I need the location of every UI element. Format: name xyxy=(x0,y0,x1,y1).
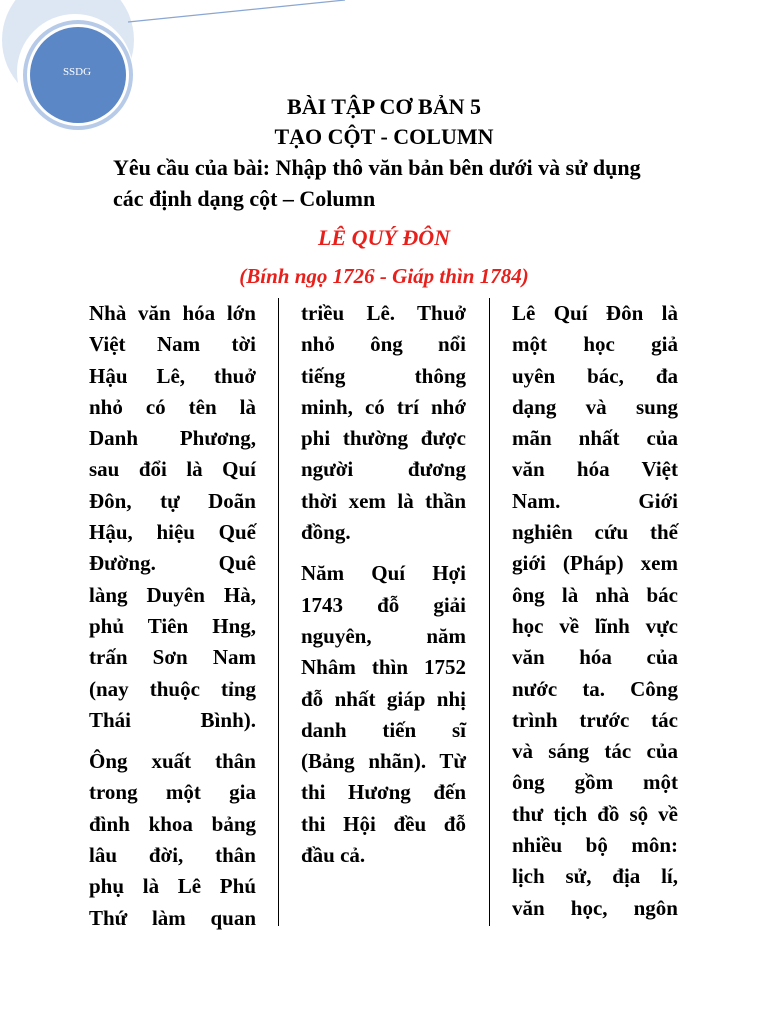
text-line: Năm Quí Hợi xyxy=(301,561,466,586)
text-line: thi Hội đều đỗ xyxy=(301,811,466,836)
text-line: Hậu Lê, thuở xyxy=(89,363,256,388)
text-line: trình trước tác xyxy=(512,707,678,732)
text-line: Danh Phương, xyxy=(89,426,256,451)
text-line: tiếng thông xyxy=(301,363,466,388)
text-line: nhỏ ông nổi xyxy=(301,332,466,357)
page-subtitle: TẠO CỘT - COLUMN xyxy=(274,124,494,149)
text-line: danh tiến sĩ xyxy=(301,717,466,742)
text-line: nhỏ có tên là xyxy=(89,394,256,419)
text-column-2 xyxy=(301,298,466,881)
text-line: Lê Quí Đôn là xyxy=(512,301,678,325)
column-divider xyxy=(489,298,490,926)
text-line: phủ Tiên Hng, xyxy=(89,613,256,638)
text-line: thư tịch đồ sộ về xyxy=(512,801,678,826)
text-line: Thái Bình). xyxy=(89,707,256,732)
text-line: Hậu, hiệu Quế xyxy=(89,520,256,545)
text-line: làng Duyên Hà, xyxy=(89,582,256,607)
page-title: BÀI TẬP CƠ BẢN 5 xyxy=(287,94,481,119)
requirement-text: Yêu cầu của bài: Nhập thô văn bản bên dưới và sử dụng các định dạng cột – Column xyxy=(113,155,641,211)
text-line: trong một gia xyxy=(89,780,256,805)
text-line: Nam. Giới xyxy=(512,488,678,513)
text-line: phụ là Lê Phú xyxy=(89,874,256,899)
author-name: LÊ QUÝ ĐÔN xyxy=(318,225,450,250)
text-line: lịch sử, địa lí, xyxy=(512,864,678,889)
text-line: người đương xyxy=(301,457,466,482)
logo-text: SSDG xyxy=(62,66,92,78)
paragraph xyxy=(512,298,678,924)
text-line: học về lĩnh vực xyxy=(512,613,678,638)
text-line: dạng và sung xyxy=(512,394,678,419)
text-line: trấn Sơn Nam xyxy=(89,645,256,670)
text-line: (nay thuộc tỉng xyxy=(89,676,256,701)
author-dates: (Bính ngọ 1726 - Giáp thìn 1784) xyxy=(239,264,529,288)
column-divider xyxy=(278,298,279,926)
paragraph xyxy=(89,746,256,934)
text-line: mãn nhất của xyxy=(512,426,678,451)
text-line: triều Lê. Thuở xyxy=(301,301,466,325)
text-line: đồng. xyxy=(301,520,351,545)
text-line: lâu đời, thân xyxy=(89,843,256,868)
text-line: sau đổi là Quí xyxy=(89,457,256,482)
text-line: nghiên cứu thế xyxy=(512,520,678,545)
text-line: đầu cả. xyxy=(301,843,366,868)
text-line: nguyên, năm xyxy=(301,623,466,648)
text-line: ông là nhà bác xyxy=(512,582,678,607)
text-line: (Bảng nhãn). Từ xyxy=(301,749,466,774)
text-column-1 xyxy=(89,298,256,944)
text-line: và sáng tác của xyxy=(512,739,678,764)
text-line: đình khoa bảng xyxy=(89,811,256,836)
text-line: một học giả xyxy=(512,332,678,357)
text-line: Thứ làm quan xyxy=(89,905,256,930)
text-line: đỗ nhất giáp nhị xyxy=(301,686,466,711)
paragraph xyxy=(89,298,256,736)
paragraph xyxy=(301,558,466,871)
text-line: Đôn, tự Doãn xyxy=(89,488,256,513)
decor-line xyxy=(128,0,345,22)
text-line: ông gồm một xyxy=(512,770,678,795)
text-line: nước ta. Công xyxy=(512,676,678,701)
text-line: thi Hương đến xyxy=(301,780,466,805)
text-line: văn hóa Việt xyxy=(512,457,678,482)
text-line: uyên bác, đa xyxy=(512,363,678,388)
text-line: phi thường được xyxy=(301,426,466,451)
text-line: giới (Pháp) xem xyxy=(512,551,678,576)
text-line: Việt Nam tời xyxy=(89,332,256,357)
text-column-3 xyxy=(512,298,678,934)
text-line: nhiều bộ môn: xyxy=(512,833,678,858)
text-line: văn học, ngôn xyxy=(512,895,678,920)
text-line: Ông xuất thân xyxy=(89,749,256,774)
text-line: 1743 đỗ giải xyxy=(301,592,466,617)
text-line: Đường. Quê xyxy=(89,551,256,576)
text-line: văn hóa của xyxy=(512,645,678,670)
text-line: Nhà văn hóa lớn xyxy=(89,301,256,325)
paragraph xyxy=(301,298,466,548)
text-line: Nhâm thìn 1752 xyxy=(301,655,466,680)
text-line: thời xem là thần xyxy=(301,488,466,513)
text-line: minh, có trí nhớ xyxy=(301,394,466,419)
